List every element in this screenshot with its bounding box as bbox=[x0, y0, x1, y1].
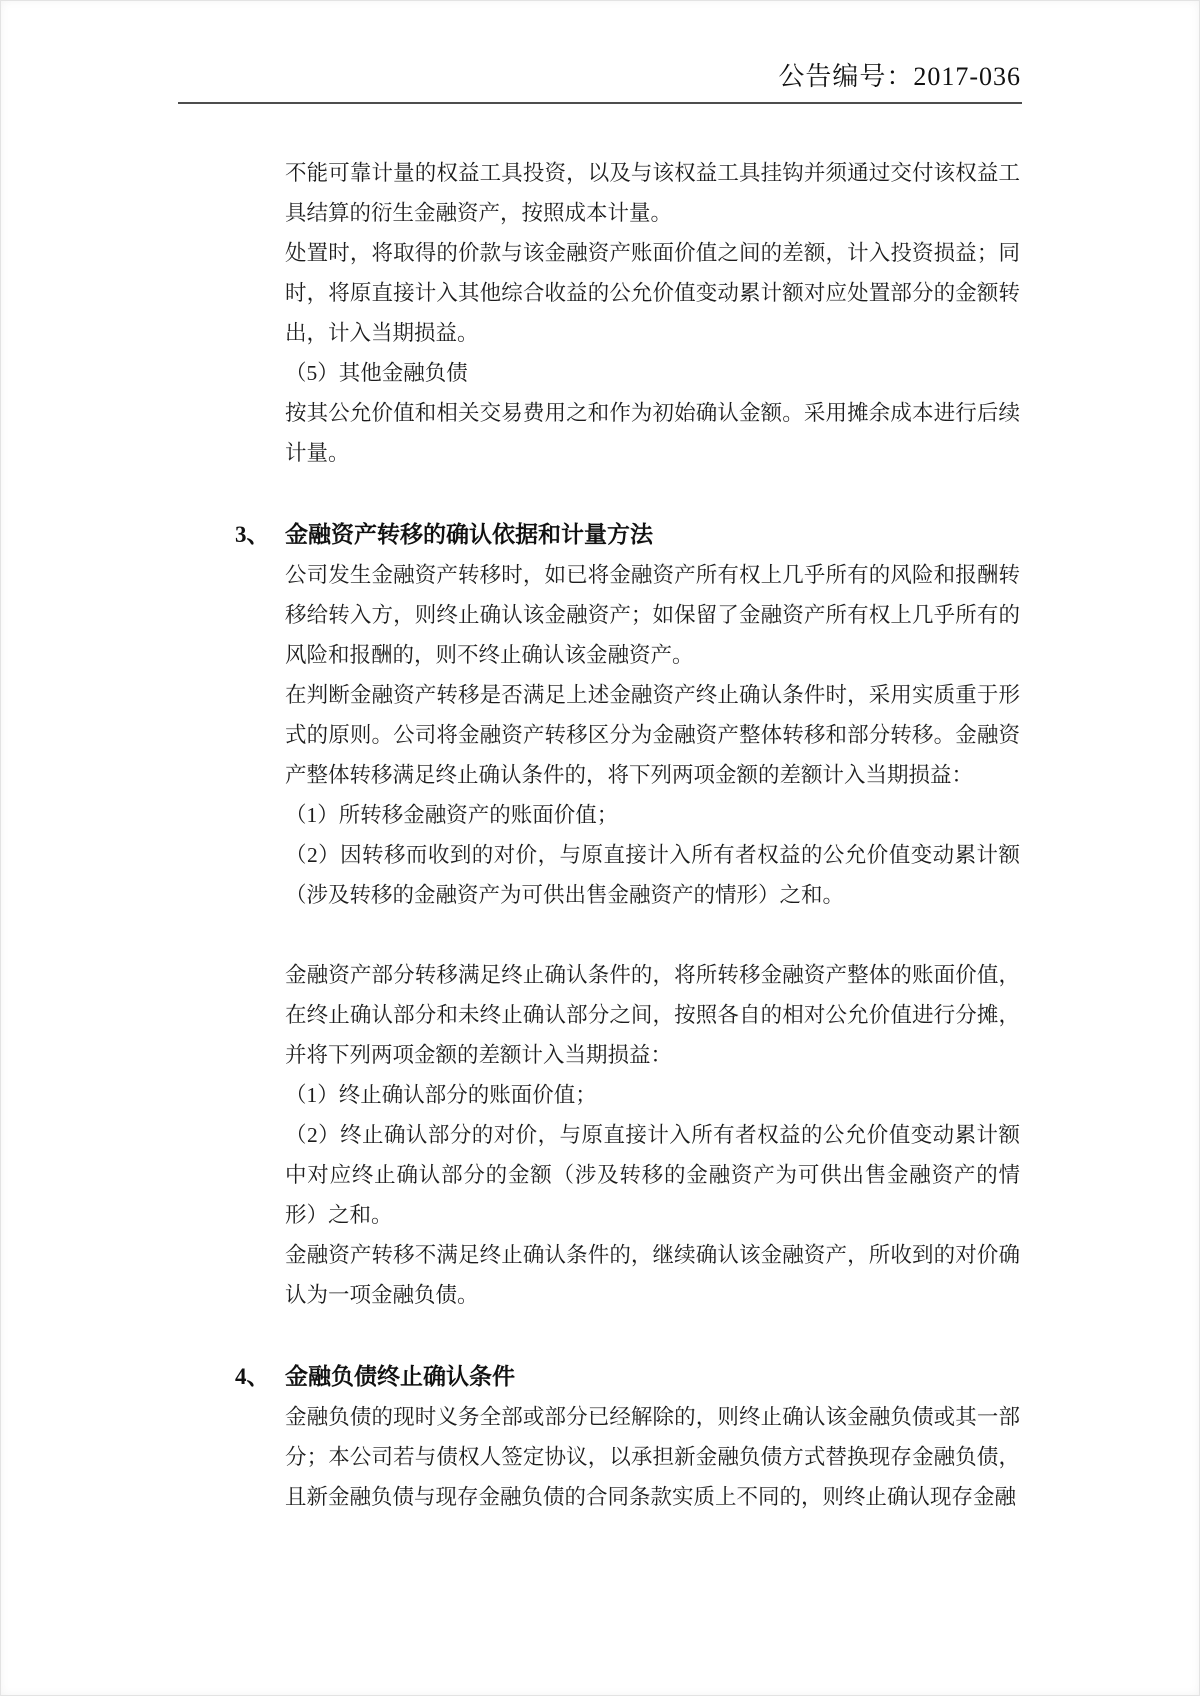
section-4-title: 金融负债终止确认条件 bbox=[285, 1364, 515, 1389]
list-item: （1）所转移金融资产的账面价值； bbox=[285, 803, 619, 827]
paragraph: （5）其他金融负债 bbox=[285, 361, 468, 385]
paragraph: 公司发生金融资产转移时，如已将金融资产所有权上几乎所有的风险和报酬转移给转入方，则终止确认该金融资产；如保留了金融资产所有权上几乎所有的风险和报酬的，则不终止确认该金融资产。 bbox=[285, 563, 1020, 667]
list-item: （1）终止确认部分的账面价值； bbox=[285, 1083, 597, 1107]
document-content bbox=[235, 153, 1020, 1517]
section-3-number: 3、 bbox=[235, 522, 270, 547]
list-item: （2）终止确认部分的对价，与原直接计入所有者权益的公允价值变动累计额中对应终止确认部分的金额（涉及转移的金融资产为可供出售金融资产的情形）之和。 bbox=[285, 1123, 1020, 1227]
section-4-heading bbox=[235, 1357, 1020, 1397]
paragraph: 不能可靠计量的权益工具投资，以及与该权益工具挂钩并须通过交付该权益工具结算的衍生金融资产，按照成本计量。 bbox=[285, 161, 1020, 225]
paragraph: 按其公允价值和相关交易费用之和作为初始确认金额。采用摊余成本进行后续计量。 bbox=[285, 401, 1020, 465]
paragraph: 金融资产转移不满足终止确认条件的，继续确认该金融资产，所收到的对价确认为一项金融负债。 bbox=[285, 1243, 1020, 1307]
list-item: （2）因转移而收到的对价，与原直接计入所有者权益的公允价值变动累计额（涉及转移的金融资产为可供出售金融资产的情形）之和。 bbox=[285, 843, 1020, 907]
paragraph: 处置时，将取得的价款与该金融资产账面价值之间的差额，计入投资损益；同时，将原直接计入其他综合收益的公允价值变动累计额对应处置部分的金额转出，计入当期损益。 bbox=[285, 241, 1020, 345]
header-divider bbox=[178, 102, 1022, 104]
paragraph: 在判断金融资产转移是否满足上述金融资产终止确认条件时，采用实质重于形式的原则。公司将金融资产转移区分为金融资产整体转移和部分转移。金融资产整体转移满足终止确认条件的，将下列两项金额的差额计入当期损益： bbox=[285, 683, 1020, 787]
section-4-number: 4、 bbox=[235, 1364, 270, 1389]
paragraph: 金融负债的现时义务全部或部分已经解除的，则终止确认该金融负债或其一部分；本公司若与债权人签定协议，以承担新金融负债方式替换现存金融负债，且新金融负债与现存金融负债的合同条款实质上不同的，则终止确认现存金融 bbox=[285, 1405, 1020, 1509]
section-3-title: 金融资产转移的确认依据和计量方法 bbox=[285, 522, 653, 547]
section-3-heading bbox=[235, 515, 1020, 555]
paragraph: 金融资产部分转移满足终止确认条件的，将所转移金融资产整体的账面价值，在终止确认部分和未终止确认部分之间，按照各自的相对公允价值进行分摊，并将下列两项金额的差额计入当期损益： bbox=[285, 963, 1020, 1067]
announcement-number: 公告编号：2017-036 bbox=[778, 62, 1021, 91]
